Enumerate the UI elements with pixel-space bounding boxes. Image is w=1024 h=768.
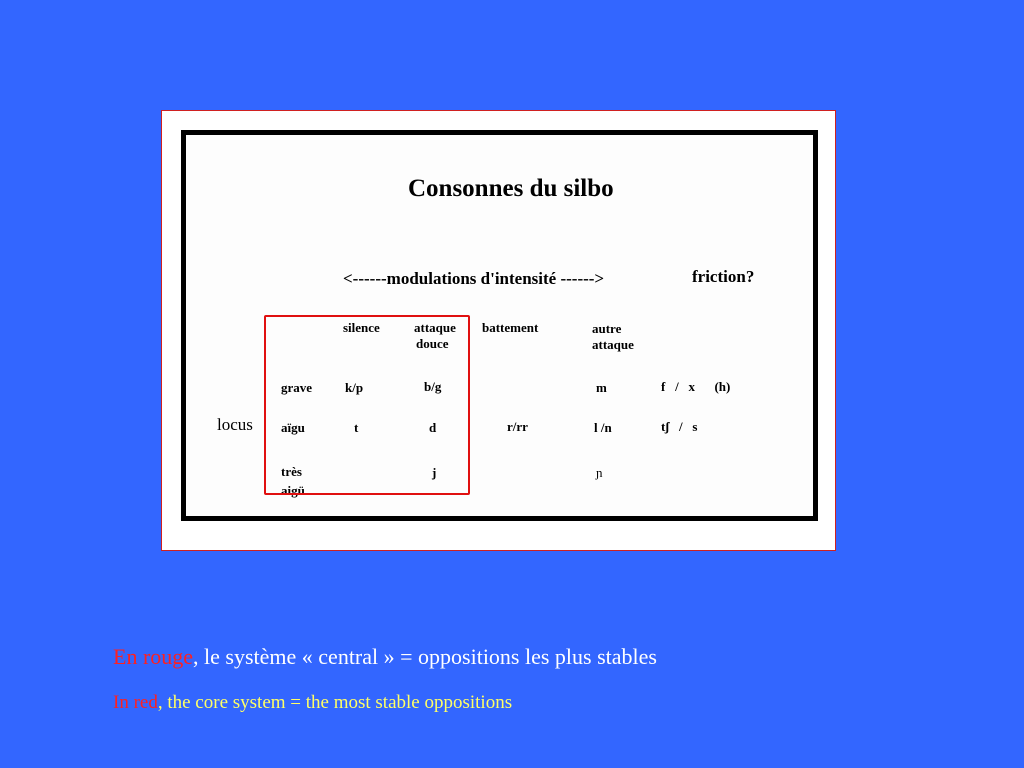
header-battement: battement (482, 320, 539, 335)
header-silence: silence (343, 320, 380, 335)
caption-english (113, 692, 512, 714)
header-douce: douce (416, 336, 449, 351)
cell-grave-friction: f / x (h) (661, 379, 731, 394)
cell-aigu-silence: t (354, 420, 359, 435)
header-attaque-2: attaque (592, 337, 634, 352)
intensity-modulation-label: <------modulations d'intensité ------> (343, 269, 605, 288)
row-label-grave: grave (281, 380, 313, 395)
row-label-aigu-2: aigü (281, 483, 305, 498)
caption-english-red: In red (113, 692, 158, 713)
consonant-table-figure (161, 110, 836, 551)
caption-french-rest: , le système « central » = oppositions les plus stables (193, 644, 657, 669)
cell-grave-silence: k/p (345, 380, 364, 395)
cell-aigu-friction: tʃ / s (661, 419, 698, 434)
cell-aigu-autre: l /n (594, 420, 612, 435)
row-label-aigu: aïgu (281, 420, 305, 435)
caption-french-red: En rouge (113, 644, 194, 669)
figure-frame (181, 130, 818, 521)
caption-english-rest: , the core system = the most stable oppositions (157, 692, 513, 713)
cell-aigu-battement: r/rr (507, 419, 528, 434)
core-system-highlight-box (264, 315, 470, 495)
cell-grave-autre: m (596, 380, 607, 395)
cell-tres-aigu-autre: ɲ (596, 465, 603, 480)
friction-label: friction? (692, 267, 755, 286)
locus-label: locus (217, 415, 253, 434)
cell-tres-aigu-attaque: j (432, 465, 437, 480)
header-attaque: attaque (414, 320, 456, 335)
figure-title: Consonnes du silbo (408, 175, 614, 202)
cell-grave-attaque: b/g (424, 379, 442, 394)
cell-aigu-attaque: d (429, 420, 437, 435)
row-label-tres: très (281, 464, 302, 479)
header-autre: autre (592, 321, 622, 336)
caption-french (113, 644, 657, 670)
